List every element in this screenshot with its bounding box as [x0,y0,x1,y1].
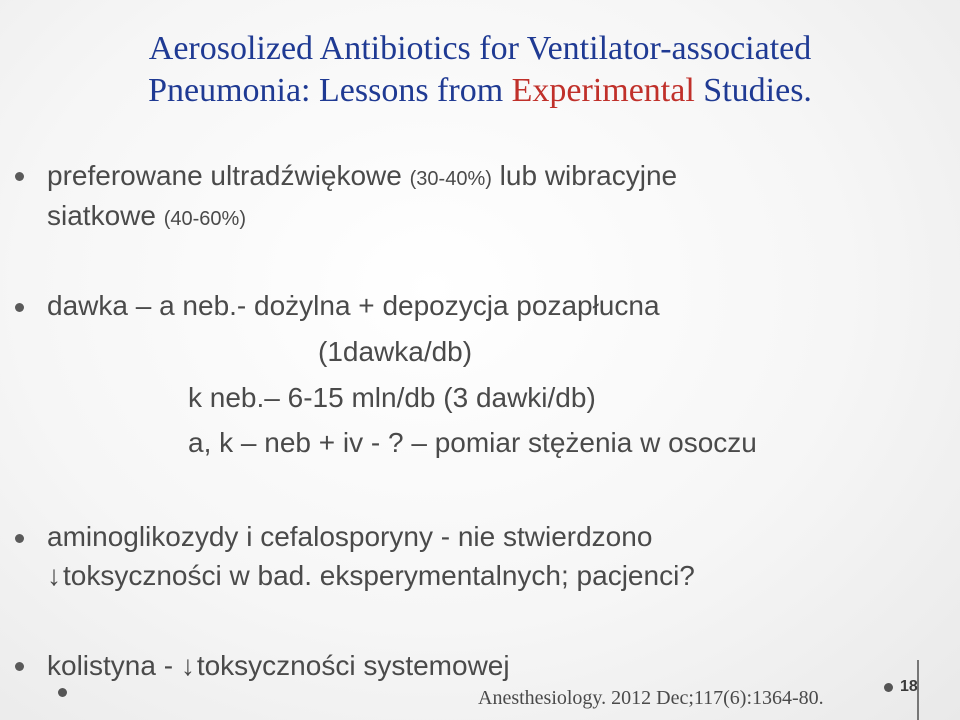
bullet-marker-4 [15,662,24,671]
bullet-2-line-2: (1dawka/db) [318,336,473,367]
bullet-4-line-1 [47,648,510,684]
down-arrow-icon: ↓ [180,650,195,681]
bullet-3-line-1: aminoglikozydy i cefalosporyny - nie stwierdzono [47,521,653,552]
bullet-4-text-b: toksyczności systemowej [196,650,510,681]
page-number: 18 [900,678,918,695]
bullet-1-range-b: (40-60%) [163,208,246,230]
bullet-1-range-a: (30-40%) [409,168,492,190]
decorative-dot-right [884,683,893,692]
title-line-2 [0,70,960,112]
title-line-1: Aerosolized Antibiotics for Ventilator-associated [148,30,812,67]
slide-title [0,28,960,112]
bullet-2-line-4: a, k – neb + iv - ? – pomiar stężenia w osoczu [188,427,757,458]
bullet-marker-1 [15,172,24,181]
title-line-2-part1: Pneumonia: Lessons from [148,72,512,109]
bullet-1-line-2 [47,198,246,237]
bullet-3-text: toksyczności w bad. eksperymentalnych; pacjenci? [63,560,695,591]
bullet-marker-2 [15,303,24,312]
bullet-4-text-a: kolistyna - [47,650,181,681]
bullet-marker-3 [15,534,24,543]
bullet-2-line-1: dawka – a neb.- dożylna + depozycja pozapłucna [47,290,660,321]
decorative-dot-left [58,688,67,697]
bullet-1-text-a: preferowane ultradźwiękowe [47,160,410,191]
reference-citation: Anesthesiology. 2012 Dec;117(6):1364-80. [478,687,824,709]
down-arrow-icon: ↓ [47,560,61,591]
bullet-1-text-b: lub wibracyjne [491,160,678,191]
title-accent: Experimental [511,72,695,109]
title-line-2-part2: Studies. [694,72,812,109]
bullet-1-text-c: siatkowe [47,200,164,231]
bullet-1-line-1 [47,158,677,197]
bullet-3-line-2 [47,558,695,594]
bullet-2-line-3: k neb.– 6-15 mln/db (3 dawki/db) [188,382,596,413]
